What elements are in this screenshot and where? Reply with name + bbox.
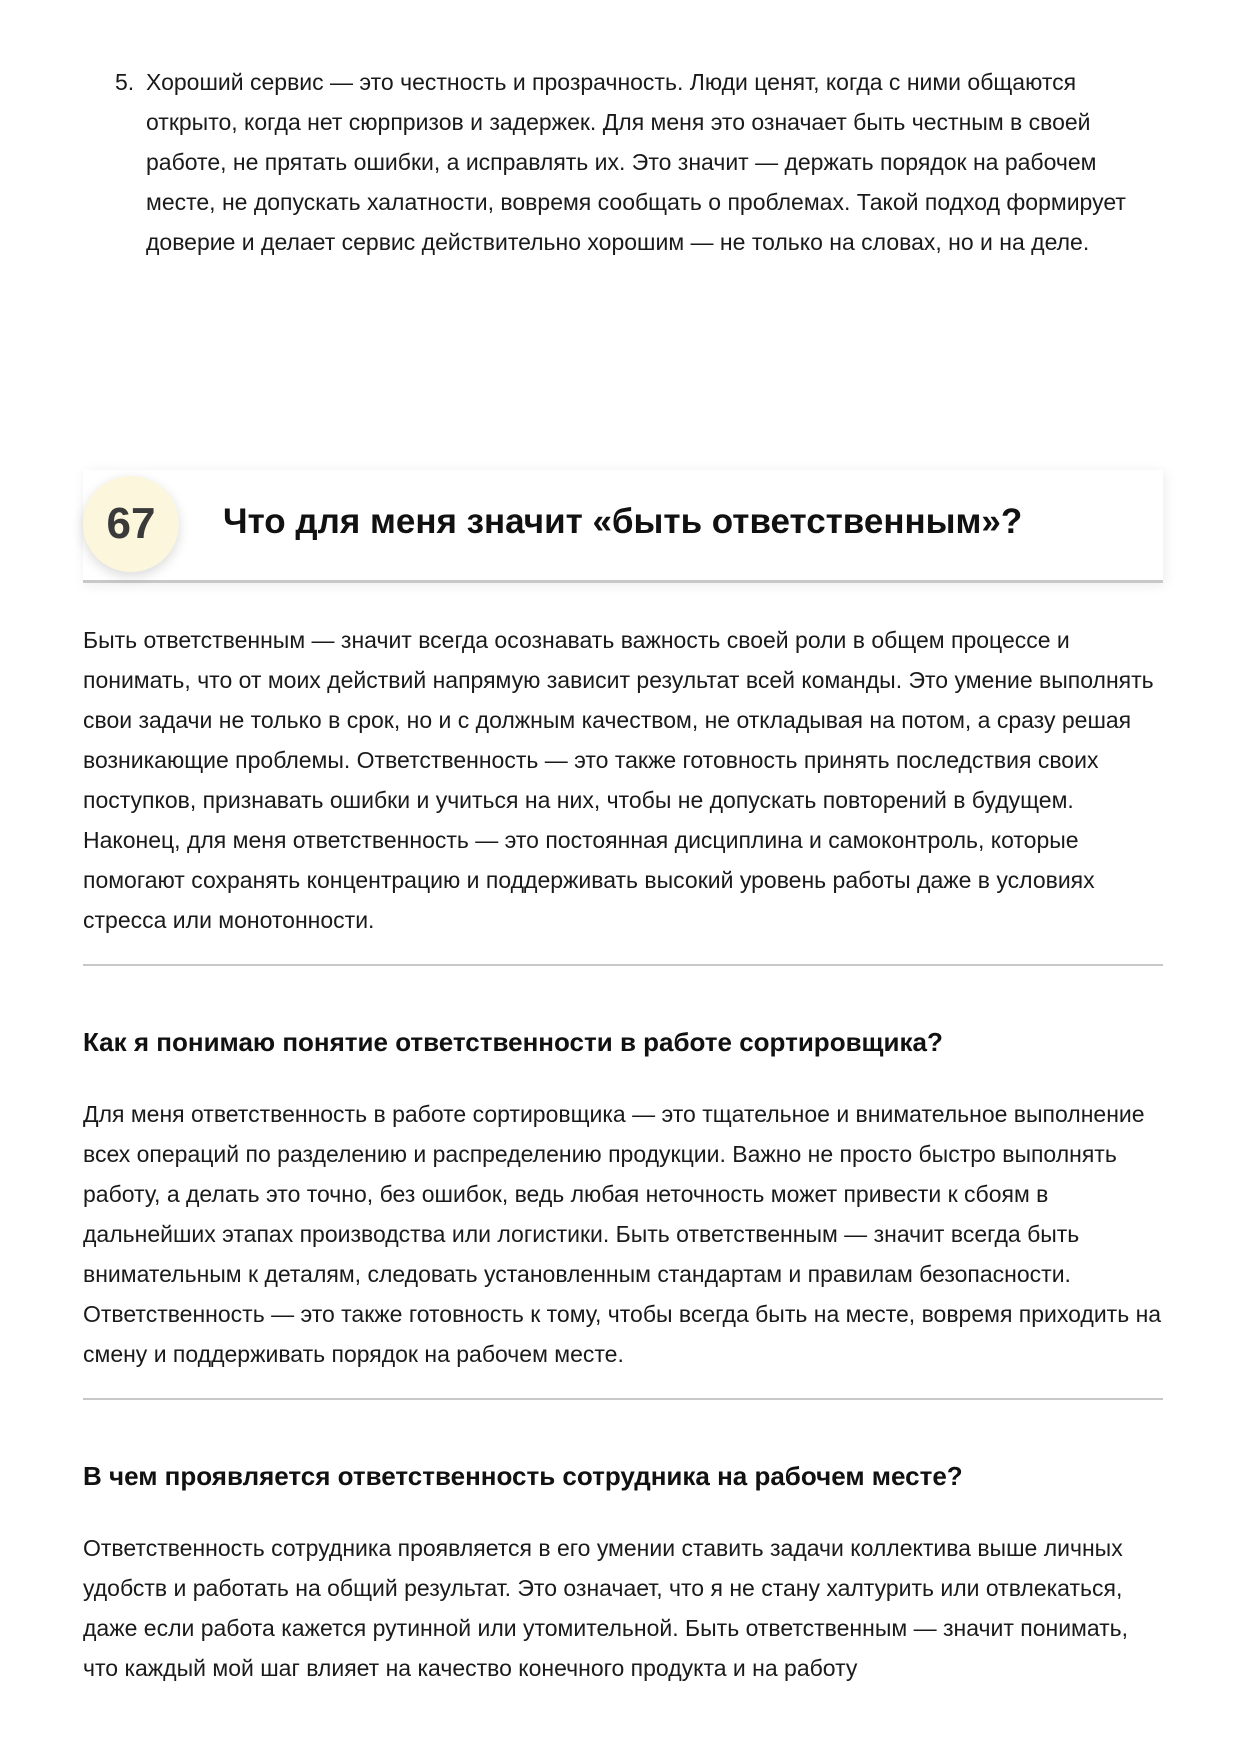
list-item	[115, 62, 1165, 262]
list-item-number: 5.	[115, 69, 135, 95]
section-heading: В чем проявляется ответственность сотрудника на рабочем месте?	[83, 1461, 963, 1491]
list-item-text: Хороший сервис — это честность и прозрачность. Люди ценят, когда с ними общаются открыто, когда нет сюрпризов и задержек. Для меня это означает быть честным в своей работе, не прятать ошибки, а исправлять их. Это значит — держать порядок на рабочем месте, не допускать халатности, вовремя сообщать о проблемах. Такой подход формирует доверие и делает сервис действительно хорошим — не только на словах, но и на деле.	[146, 69, 1126, 255]
section-divider	[83, 964, 1163, 966]
section-divider	[83, 1398, 1163, 1400]
section-heading: Как я понимаю понятие ответственности в работе сортировщика?	[83, 1027, 943, 1057]
question-header	[83, 470, 1163, 583]
section-paragraph: Для меня ответственность в работе сортировщика — это тщательное и внимательное выполнение всех операций по разделению и распределению продукции. Важно не просто быстро выполнять работу, а делать это точно, без ошибок, ведь любая неточность может привести к сбоям в дальнейших этапах производства или логистики. Быть ответственным — значит всегда быть внимательным к деталям, следовать установленным стандартам и правилам безопасности. Ответственность — это также готовность к тому, чтобы всегда быть на месте, вовремя приходить на смену и поддерживать порядок на рабочем месте.	[83, 1101, 1162, 1367]
section-paragraph: Ответственность сотрудника проявляется в его умении ставить задачи коллектива выше личных удобств и работать на общий результат. Это означает, что я не стану халтурить или отвлекаться, даже если работа кажется рутинной или утомительной. Быть ответственным — значит понимать, что каждый мой шаг влияет на качество конечного продукта и на работу	[83, 1535, 1129, 1681]
question-number-badge: 67	[83, 476, 179, 572]
answer-paragraph: Быть ответственным — значит всегда осознавать важность своей роли в общем процессе и понимать, что от моих действий напрямую зависит результат всей команды. Это умение выполнять свои задачи не только в срок, но и с должным качеством, не откладывая на потом, а сразу решая возникающие проблемы. Ответственность — это также готовность принять последствия своих поступков, признавать ошибки и учиться на них, чтобы не допускать повторений в будущем. Наконец, для меня ответственность — это постоянная дисциплина и самоконтроль, которые помогают сохранять концентрацию и поддерживать высокий уровень работы даже в условиях стресса или монотонности.	[83, 627, 1154, 933]
question-title: Что для меня значит «быть ответственным»?	[223, 502, 1023, 541]
